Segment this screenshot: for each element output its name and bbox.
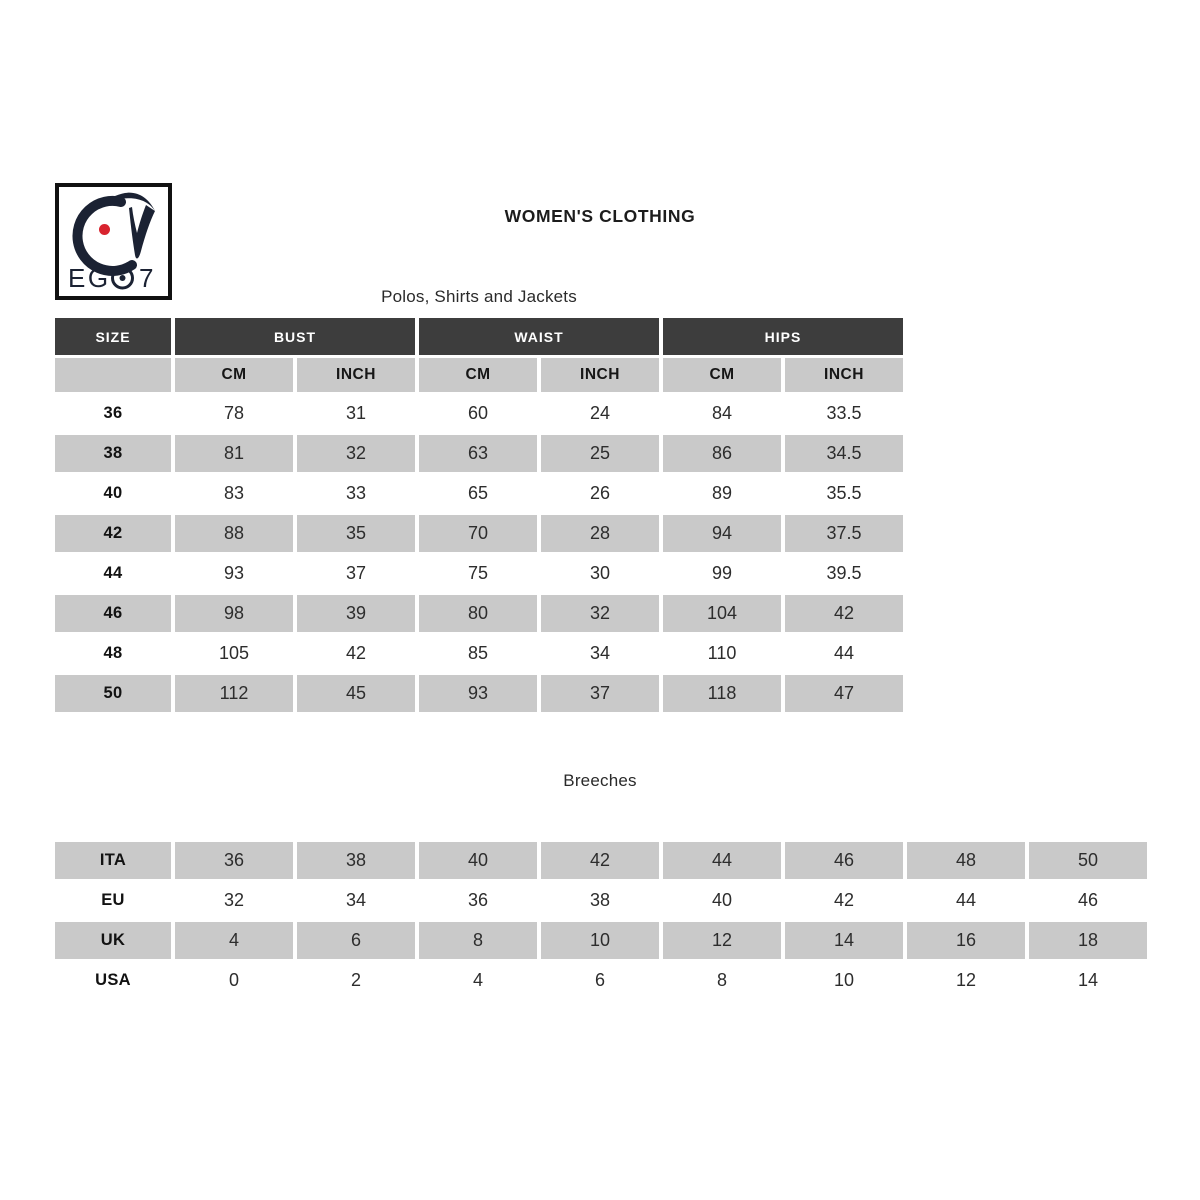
size-cell: 50	[55, 675, 171, 712]
value-cell: 40	[711, 890, 733, 910]
value-cell: 18	[1029, 922, 1147, 959]
value-cell: 86	[663, 435, 781, 472]
bust-inch-header: INCH	[297, 358, 415, 392]
value-cell: 44	[955, 890, 977, 910]
value-cell: 0	[228, 970, 239, 990]
breeches-table-title: Breeches	[563, 771, 637, 790]
value-cell: 25	[541, 435, 659, 472]
value-cell: 45	[297, 675, 415, 712]
value-cell: 65	[467, 483, 489, 503]
value-cell: 37	[345, 563, 367, 583]
value-cell: 37	[541, 675, 659, 712]
value-cell: 80	[419, 595, 537, 632]
polos-table-title: Polos, Shirts and Jackets	[381, 287, 577, 306]
value-cell: 4	[472, 970, 483, 990]
value-cell: 14	[785, 922, 903, 959]
value-cell: 34	[345, 890, 367, 910]
value-cell: 89	[711, 483, 733, 503]
units-spacer-cell	[55, 358, 171, 392]
logo-text-eg: EG	[68, 263, 111, 293]
value-cell: 93	[419, 675, 537, 712]
logo-text-7: 7	[139, 263, 154, 293]
logo-letter-o-dot	[120, 275, 126, 281]
value-cell: 81	[175, 435, 293, 472]
region-label-cell: EU	[101, 891, 125, 909]
value-cell: 35.5	[826, 483, 862, 503]
value-cell: 105	[218, 643, 250, 663]
value-cell: 12	[955, 970, 977, 990]
value-cell: 93	[223, 563, 245, 583]
waist-inch-header: INCH	[541, 358, 659, 392]
value-cell: 37.5	[785, 515, 903, 552]
value-cell: 60	[467, 403, 489, 423]
value-cell: 31	[345, 403, 367, 423]
value-cell: 118	[663, 675, 781, 712]
value-cell: 42	[541, 842, 659, 879]
region-label-cell: UK	[55, 922, 171, 959]
value-cell: 6	[297, 922, 415, 959]
value-cell: 84	[711, 403, 733, 423]
size-cell: 40	[103, 484, 123, 502]
value-cell: 33.5	[826, 403, 862, 423]
breeches-size-table	[55, 842, 1147, 999]
value-cell: 36	[175, 842, 293, 879]
hips-column-header: HIPS	[663, 318, 903, 355]
size-cell: 48	[103, 644, 123, 662]
value-cell: 36	[467, 890, 489, 910]
value-cell: 42	[785, 595, 903, 632]
value-cell: 34	[589, 643, 611, 663]
value-cell: 30	[589, 563, 611, 583]
size-cell: 44	[103, 564, 123, 582]
value-cell: 24	[589, 403, 611, 423]
value-cell: 35	[297, 515, 415, 552]
value-cell: 46	[785, 842, 903, 879]
value-cell: 10	[541, 922, 659, 959]
size-cell: 42	[55, 515, 171, 552]
hips-inch-header: INCH	[785, 358, 903, 392]
value-cell: 28	[541, 515, 659, 552]
value-cell: 12	[663, 922, 781, 959]
value-cell: 94	[663, 515, 781, 552]
value-cell: 16	[907, 922, 1025, 959]
page-title: WOMEN'S CLOTHING	[504, 206, 696, 226]
value-cell: 104	[663, 595, 781, 632]
value-cell: 8	[716, 970, 727, 990]
value-cell: 42	[833, 890, 855, 910]
value-cell: 10	[833, 970, 855, 990]
bust-column-header: BUST	[175, 318, 415, 355]
value-cell: 48	[907, 842, 1025, 879]
value-cell: 34.5	[785, 435, 903, 472]
value-cell: 40	[419, 842, 537, 879]
value-cell: 39	[297, 595, 415, 632]
size-cell: 36	[103, 404, 123, 422]
value-cell: 38	[589, 890, 611, 910]
value-cell: 44	[663, 842, 781, 879]
polos-size-table	[55, 318, 903, 712]
value-cell: 26	[589, 483, 611, 503]
value-cell: 32	[297, 435, 415, 472]
value-cell: 14	[1077, 970, 1099, 990]
value-cell: 50	[1029, 842, 1147, 879]
value-cell: 110	[707, 643, 737, 663]
ego7-logo-icon	[55, 183, 172, 300]
value-cell: 38	[297, 842, 415, 879]
value-cell: 2	[350, 970, 361, 990]
value-cell: 63	[419, 435, 537, 472]
waist-column-header: WAIST	[419, 318, 659, 355]
value-cell: 6	[594, 970, 605, 990]
value-cell: 4	[175, 922, 293, 959]
hips-cm-header: CM	[663, 358, 781, 392]
bust-cm-header: CM	[175, 358, 293, 392]
value-cell: 42	[345, 643, 367, 663]
ego7-logo	[55, 183, 172, 300]
value-cell: 70	[419, 515, 537, 552]
region-label-cell: USA	[95, 971, 131, 989]
value-cell: 32	[223, 890, 245, 910]
value-cell: 8	[419, 922, 537, 959]
value-cell: 46	[1077, 890, 1099, 910]
value-cell: 99	[711, 563, 733, 583]
value-cell: 32	[541, 595, 659, 632]
value-cell: 98	[175, 595, 293, 632]
value-cell: 78	[223, 403, 245, 423]
size-cell: 38	[55, 435, 171, 472]
value-cell: 47	[785, 675, 903, 712]
value-cell: 112	[175, 675, 293, 712]
value-cell: 88	[175, 515, 293, 552]
region-label-cell: ITA	[55, 842, 171, 879]
waist-cm-header: CM	[419, 358, 537, 392]
size-column-header: SIZE	[55, 318, 171, 355]
value-cell: 39.5	[826, 563, 862, 583]
value-cell: 85	[467, 643, 489, 663]
value-cell: 33	[345, 483, 367, 503]
value-cell: 44	[833, 643, 855, 663]
size-cell: 46	[55, 595, 171, 632]
value-cell: 83	[223, 483, 245, 503]
value-cell: 75	[467, 563, 489, 583]
